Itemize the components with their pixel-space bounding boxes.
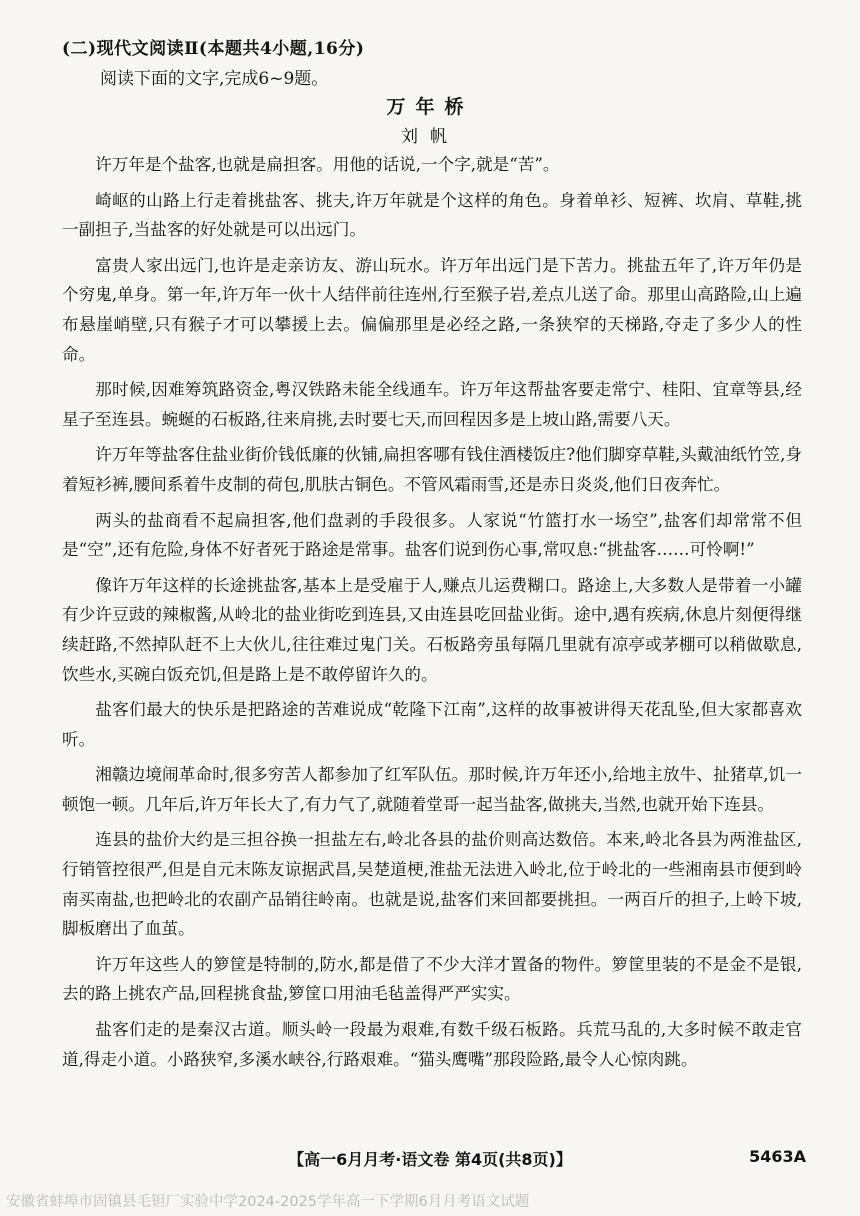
paragraph: 像许万年这样的长途挑盐客,基本上是受雇于人,赚点儿运费糊口。路途上,大多数人是带着一小罐有少许豆豉的辣椒酱,从岭北的盐业街吃到连县,又由连县吃回盐业街。途中,遇有疾病,休息片刻便得继续赶路,不然掉队赶不上大伙儿,往往难过鬼门关。石板路旁虽每隔几里就有凉亭或茅棚可以稍做歇息,饮些水,买碗白饭充饥,但是路上是不敢停留许久的。 (62, 575, 802, 684)
paragraph: 盐客们最大的快乐是把路途的苦难说成“乾隆下江南”,这样的故事被讲得天花乱坠,但大家都喜欢听。 (62, 700, 802, 749)
paragraph: 那时候,因难筹筑路资金,粤汉铁路未能全线通车。许万年这帮盐客要走常宁、桂阳、宜章等县,经星子至连县。蜿蜒的石板路,往来肩挑,去时要七天,而回程因多是上坡山路,需要八天。 (62, 380, 802, 429)
paragraph: 湘赣边境闹革命时,很多穷苦人都参加了红军队伍。那时候,许万年还小,给地主放牛、扯猪草,饥一顿饱一顿。几年后,许万年长大了,有力气了,就随着堂哥一起当盐客,做挑夫,当然,也就开始下连县。 (62, 765, 802, 814)
paragraph: 连县的盐价大约是三担谷换一担盐左右,岭北各县的盐价则高达数倍。本来,岭北各县为两淮盐区,行销管控很严,但是自元末陈友谅据武昌,吴楚道梗,淮盐无法进入岭北,位于岭北的一些湘南县市便到岭南买南盐,也把岭北的农副产品销往岭南。也就是说,盐客们来回都要挑担。一两百斤的担子,上岭下坡,脚板磨出了血茧。 (62, 830, 802, 939)
article-title: 万年桥 (386, 96, 474, 118)
paragraph: 许万年这些人的箩筐是特制的,防水,都是借了不少大洋才置备的物件。箩筐里装的不是金不是银,去的路上挑农产品,回程挑食盐,箩筐口用油毛毡盖得严严实实。 (62, 954, 802, 1004)
article-author: 刘帆 (401, 127, 459, 147)
source-watermark: 安徽省蚌埠市固镇县毛钽厂实验中学2024-2025学年高一下学期6月月考语文试题 (6, 1194, 530, 1210)
exam-code: 5463A (749, 1147, 806, 1166)
paragraph: 富贵人家出远门,也许是走亲访友、游山玩水。许万年出远门是下苦力。挑盐五年了,许万年仍是个穷鬼,单身。第一年,许万年一伙十人结伴前往连州,行至猴子岩,差点儿送了命。那里山高路险,山上遍布悬崖峭壁,只有猴子才可以攀援上去。偏偏那里是必经之路,一条狭窄的天梯路,夺走了多少人的性命。 (62, 255, 802, 364)
paragraph: 许万年是个盐客,也就是扁担客。用他的话说,一个字,就是“苦”。 (95, 155, 560, 174)
section-header: (二)现代文阅读Ⅱ(本题共4小题,16分) (62, 39, 365, 59)
article-body (62, 150, 802, 1080)
paragraph: 崎岖的山路上行走着挑盐客、挑夫,许万年就是个这样的角色。身着单衫、短裤、坎肩、草鞋,挑一副担子,当盐客的好处就是可以出远门。 (62, 190, 802, 240)
reading-instruction: 阅读下面的文字,完成6~9题。 (100, 69, 329, 89)
paragraph: 许万年等盐客住盐业街价钱低廉的伙铺,扁担客哪有钱住酒楼饭庄?他们脚穿草鞋,头戴油纸竹笠,身着短衫裤,腰间系着牛皮制的荷包,肌肤古铜色。不管风霜雨雪,还是赤日炎炎,他们日夜奔忙。 (62, 445, 802, 494)
paragraph: 盐客们走的是秦汉古道。顺头岭一段最为艰难,有数千级石板路。兵荒马乱的,大多时候不敢走官道,得走小道。小路狭窄,多溪水峡谷,行路艰难。“猫头鹰嘴”那段险路,最令人心惊肉跳。 (62, 1020, 802, 1069)
page-footer: 【高一6月月考·语文卷 第4页(共8页)】 (288, 1150, 572, 1169)
paragraph: 两头的盐商看不起扁担客,他们盘剥的手段很多。人家说“竹篮打水一场空”,盐客们却常常不但是“空”,还有危险,身体不好者死于路途是常事。盐客们说到伤心事,常叹息:“挑盐客……可怜啊!” (62, 510, 802, 560)
